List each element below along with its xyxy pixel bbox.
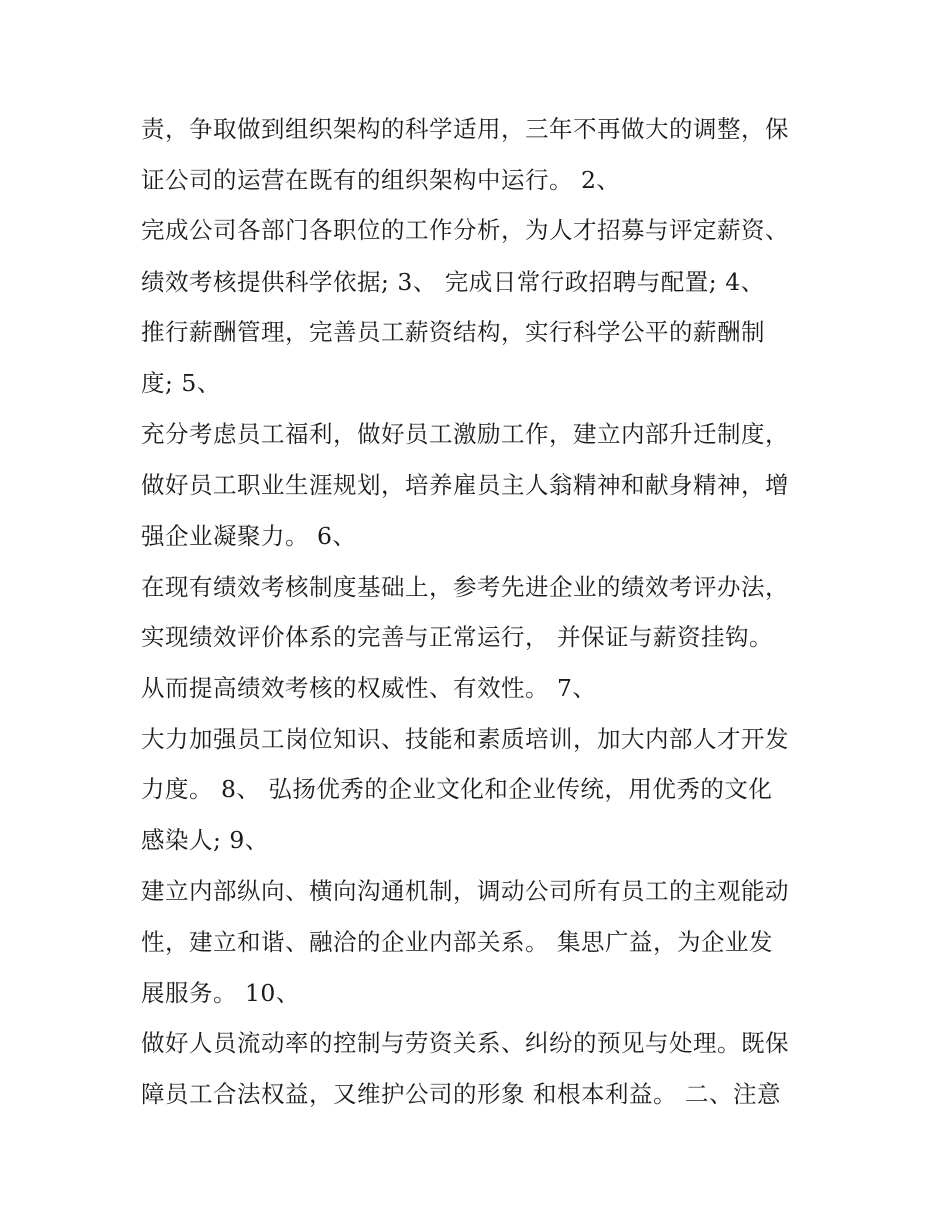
text-line: 完成公司各部门各职位的工作分析，为人才招募与评定薪资、 — [141, 216, 789, 244]
text-line: 性，建立和谐、融洽的企业内部关系。 集思广益，为企业发 — [141, 928, 773, 956]
text-line: 大力加强员工岗位知识、技能和素质培训，加大内部人才开发 — [141, 725, 789, 753]
text-line: 做好人员流动率的控制与劳资关系、纠纷的预见与处理。既保 — [141, 1029, 789, 1057]
text-line: 做好员工职业生涯规划，培养雇员主人翁精神和献身精神，增 — [141, 471, 789, 499]
text-line: 度; 5、 — [141, 369, 221, 397]
text-line: 建立内部纵向、横向沟通机制，调动公司所有员工的主观能动 — [141, 877, 789, 905]
text-line: 实现绩效评价体系的完善与正常运行， 并保证与薪资挂钩。 — [141, 623, 773, 651]
text-line: 强企业凝聚力。 6、 — [141, 522, 357, 550]
text-line: 力度。 8、 弘扬优秀的企业文化和企业传统，用优秀的文化 — [141, 775, 773, 803]
text-line: 展服务。 10、 — [141, 979, 300, 1007]
text-line: 在现有绩效考核制度基础上，参考先进企业的绩效考评办法， — [141, 573, 789, 601]
text-line: 推行薪酬管理，完善员工薪资结构，实行科学公平的薪酬制 — [141, 318, 765, 346]
text-line: 障员工合法权益，又维护公司的形象 和根本利益。 二、注意 — [141, 1080, 781, 1108]
text-line: 充分考虑员工福利，做好员工激励工作，建立内部升迁制度， — [141, 420, 789, 448]
text-line: 从而提高绩效考核的权威性、有效性。 7、 — [141, 674, 597, 702]
text-line: 绩效考核提供科学依据; 3、 完成日常行政招聘与配置; 4、 — [141, 268, 765, 296]
text-line: 感染人; 9、 — [141, 826, 269, 854]
text-line: 责，争取做到组织架构的科学适用，三年不再做大的调整，保 — [141, 115, 789, 143]
text-line: 证公司的运营在既有的组织架构中运行。 2、 — [141, 166, 621, 194]
